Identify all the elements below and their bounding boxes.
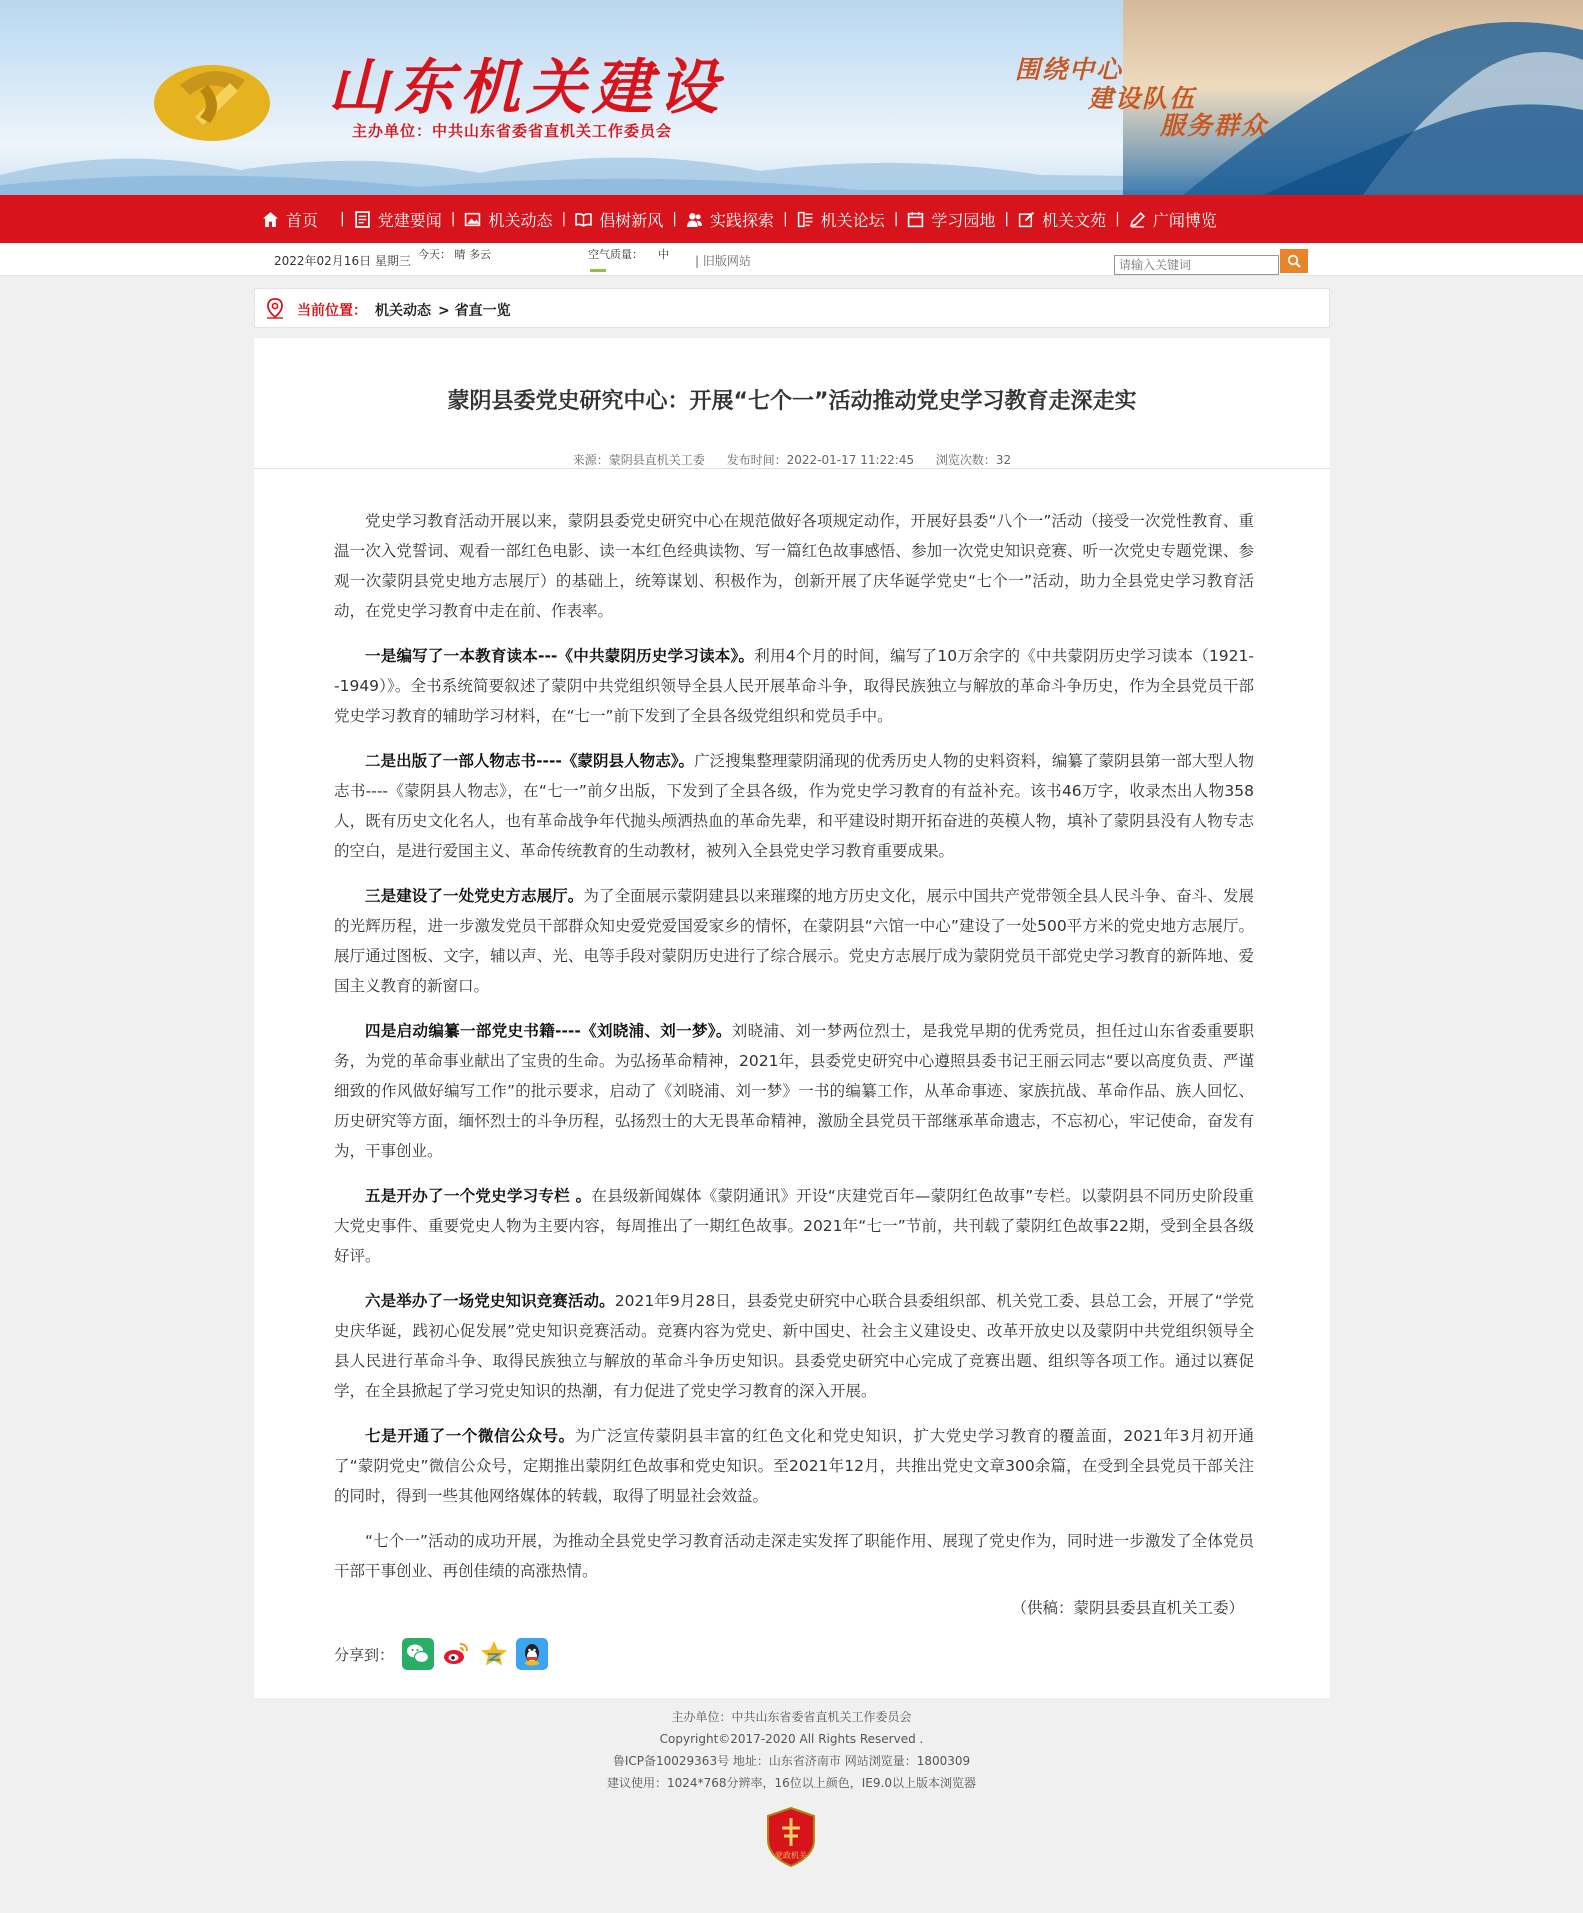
old-site-label: 旧版网站 [702, 254, 751, 268]
pen-icon [1129, 211, 1146, 228]
paragraph-lead: 二是出版了一部人物志书----《蒙阴县人物志》。 [365, 752, 695, 770]
article-paragraph: 二是出版了一部人物志书----《蒙阴县人物志》。广泛搜集整理蒙阴涌现的优秀历史人物的史料资料，编纂了蒙阴县第一部大型人物志书----《蒙阴县人物志》，在“七一”前夕出版，下发到了全县各级，作为党史学习教育的有益补充。该书46万字，收录杰出人物358人，既有历史文化名人，也有革命战争年代抛头颅洒热血的革命先辈，和平建设时期开拓奋进的英模人物，填补了蒙阴县没有人物专志的空白，是进行爱国主义、革命传统教育的生动教材，被列入全县党史学习教育重要成果。 [334, 752, 1254, 860]
svg-text:党政机关: 党政机关 [775, 1851, 807, 1860]
share-label: 分享到： [334, 1645, 395, 1664]
nav-item-label: 倡树新风 [599, 210, 664, 230]
nav-item-label: 首页 [286, 210, 319, 230]
article-paragraph: 四是启动编纂一部党史书籍----《刘晓浦、刘一梦》。刘晓浦、刘一梦两位烈士，是我党早期的优秀党员，担任过山东省委重要职务，为党的革命事业献出了宝贵的生命。为弘扬革命精神，2021年，县委党史研究中心遵照县委书记王丽云同志“要以高度负责、严谨细致的作风做好编写工作”的批示要求，启动了《刘晓浦、刘一梦》一书的编纂工作，从革命事迹、家族抗战、革命作品、族人回忆、历史研究等方面，缅怀烈士的斗争历程，弘扬烈士的大无畏革命精神，激励全县党员干部继承革命遗志，不忘初心，牢记使命，奋发有为，干事创业。 [334, 1022, 1255, 1160]
nav-item-label: 实践探索 [709, 210, 774, 230]
nav-item-broad-view[interactable] [1129, 195, 1217, 243]
weather-widget: 今天： 晴 多云 [418, 248, 491, 261]
breadcrumb-label: 当前位置： [297, 303, 367, 319]
breadcrumb [254, 288, 1330, 328]
nav-item-new-trends[interactable] [575, 195, 663, 243]
article-paragraph: 党史学习教育活动开展以来，蒙阴县委党史研究中心在规范做好各项规定动作，开展好县委“八个一”活动（接受一次党性教育、重温一次入党誓词、观看一部红色电影、读一本红色经典读物、写一篇红色故事感悟、参加一次党史知识竞赛、听一次党史专题党课、参观一次蒙阴县党史地方志展厅）的基础上，统筹谋划、积极作为，创新开展了庆华诞学党史“七个一”活动，助力全县党史学习教育活动，在党史学习教育中走在前、作表率。 [334, 512, 1254, 620]
nav-item-party-news[interactable] [354, 195, 442, 243]
forum-icon [797, 211, 814, 228]
paragraph-lead: 五是开办了一个党史学习专栏 。 [365, 1187, 592, 1205]
party-emblem [150, 55, 275, 145]
article-paragraph: 五是开办了一个党史学习专栏 。在县级新闻媒体《蒙阴通讯》开设“庆建党百年—蒙阴红色故事”专栏。以蒙阴县不同历史阶段重大党史事件、重要党史人物为主要内容，每周推出了一期红色故事。2021年“七一”节前，共刊载了蒙阴红色故事22期，受到全县各级好评。 [334, 1187, 1254, 1265]
paragraph-lead: 一是编写了一本教育读本---《中共蒙阴历史学习读本》。 [365, 647, 755, 665]
article-source: 来源：蒙阴县直机关工委 [572, 453, 705, 467]
breadcrumb-current[interactable]: > 省直一览 [438, 303, 511, 319]
paragraph-lead: 三是建设了一处党史方志展厅。 [365, 887, 584, 905]
nav-item-label: 机关文苑 [1042, 210, 1107, 230]
nav-separator: | [340, 211, 345, 227]
paragraph-lead: 七是开通了一个微信公众号。 [365, 1427, 575, 1445]
wechat-share-icon[interactable] [402, 1638, 434, 1670]
slogan-line-2: 建设队伍 [1088, 84, 1197, 113]
nav-separator: | [782, 211, 788, 227]
nav-separator: | [561, 211, 567, 227]
nav-item-label: 机关论坛 [820, 210, 885, 230]
old-site-link[interactable]: | 旧版网站 [695, 254, 751, 268]
footer [0, 1706, 1583, 1794]
weibo-share-icon[interactable] [440, 1638, 472, 1670]
government-agency-badge[interactable] [764, 1806, 818, 1868]
article-title: 蒙阴县委党史研究中心：开展“七个一”活动推动党史学习教育走深走实 [447, 389, 1137, 414]
nav-separator: | [1115, 211, 1120, 227]
article-paragraph: 一是编写了一本教育读本---《中共蒙阴历史学习读本》。利用4个月的时间，编写了10万余字的《中共蒙阴历史学习读本（1921--1949）》。全书系统简要叙述了蒙阴中共党组织领导全县人民开展革命斗争，取得民族独立与解放的革命斗争历史，作为全县党员干部党史学习教育的辅助学习材料，在“七一”前下发到了全县各级党组织和党员手中。 [334, 647, 1254, 725]
nav-separator: | [450, 211, 456, 227]
footer-copyright: Copyright©2017-2020 All Rights Reserved . [659, 1732, 924, 1746]
edit-icon [1018, 211, 1035, 228]
current-date: 2022年02月16日 星期三 [274, 254, 411, 268]
qzone-share-icon[interactable] [478, 1638, 510, 1670]
article-views: 浏览次数：32 [935, 453, 1012, 467]
air-quality-label: 空气质量： [588, 248, 643, 261]
nav-item-label: 学习园地 [931, 210, 996, 230]
nav-item-agency-news[interactable] [464, 195, 552, 243]
nav-item-label: 机关动态 [488, 210, 553, 230]
share-bar [334, 1638, 554, 1670]
search-button[interactable] [1280, 249, 1308, 273]
host-organization: 主办单位：中共山东省委省直机关工作委员会 [352, 122, 673, 140]
picture-icon [464, 211, 481, 228]
calendar-icon [907, 211, 924, 228]
paragraph-lead: 四是启动编纂一部党史书籍----《刘晓浦、刘一梦》。 [365, 1022, 732, 1040]
breadcrumb-link-agency-news[interactable]: 机关动态 [375, 303, 431, 319]
qq-share-icon[interactable] [516, 1638, 548, 1670]
article-paragraph: 六是举办了一场党史知识竞赛活动。2021年9月28日，县委党史研究中心联合县委组织部、机关党工委、县总工会，开展了“学党史庆华诞，践初心促发展”党史知识竞赛活动。竞赛内容为党史、新中国史、社会主义建设史、改革开放史以及蒙阴中共党组织领导全县人民进行革命斗争、取得民族独立与解放的革命斗争历史知识。县委党史研究中心完成了竞赛出题、组织等各项工作。通过以赛促学，在全县掀起了学习党史知识的热潮，有力促进了党史学习教育的深入开展。 [334, 1292, 1254, 1400]
location-pin-icon [265, 298, 285, 320]
air-quality-bar [590, 269, 606, 272]
air-quality-value: 中 [658, 248, 669, 261]
nav-separator: | [672, 211, 677, 227]
main-nav [0, 195, 1583, 243]
nav-item-forum[interactable] [797, 195, 885, 243]
footer-browser-note: 建议使用：1024*768分辨率，16位以上颜色，IE9.0以上版本浏览器 [607, 1776, 976, 1790]
article-container [254, 338, 1330, 1698]
info-strip [0, 243, 1583, 276]
home-icon [262, 211, 279, 228]
paragraph-lead: 六是举办了一场党史知识竞赛活动。 [365, 1292, 615, 1310]
search-icon [1287, 254, 1301, 268]
nav-item-literature[interactable] [1018, 195, 1106, 243]
nav-item-label: 党建要闻 [377, 210, 442, 230]
article-paragraph: 七是开通了一个微信公众号。为广泛宣传蒙阴县丰富的红色文化和党史知识，扩大党史学习教育的覆盖面，2021年3月初开通了“蒙阴党史”微信公众号，定期推出蒙阴红色故事和党史知识。至2021年12月，共推出党史文章300余篇，在受到全县党员干部关注的同时，得到一些其他网络媒体的转载，取得了明显社会效益。 [334, 1427, 1254, 1505]
title-divider [254, 468, 1330, 469]
footer-icp: 鲁ICP备10029363号 地址：山东省济南市 网站浏览量：1800309 [612, 1754, 971, 1768]
footer-host: 主办单位：中共山东省委省直机关工作委员会 [671, 1710, 912, 1724]
document-icon [354, 211, 371, 228]
article-meta [254, 451, 1330, 468]
nav-separator: | [1004, 211, 1010, 227]
nav-item-study[interactable] [907, 195, 995, 243]
article-signature: （供稿：蒙阴县委县直机关工委） [1011, 1599, 1244, 1617]
site-banner [0, 0, 1583, 195]
slogan-line-1: 围绕中心 [1015, 55, 1124, 84]
article-paragraph: 三是建设了一处党史方志展厅。为了全面展示蒙阴建县以来璀璨的地方历史文化，展示中国共产党带领全县人民斗争、奋斗、发展的光辉历程，进一步激发党员干部群众知史爱党爱国爱家乡的情怀，在蒙阴县“六馆一中心”建设了一处500平方米的党史地方志展厅。展厅通过图板、文字，辅以声、光、电等手段对蒙阴历史进行了综合展示。党史方志展厅成为蒙阴党员干部党史学习教育的新阵地、爱国主义教育的新窗口。 [334, 887, 1254, 995]
nav-item-home[interactable] [262, 195, 318, 243]
nav-item-practice[interactable] [686, 195, 774, 243]
article-published: 发布时间：2022-01-17 11:22:45 [726, 453, 915, 467]
site-title: 山东机关建设 [328, 53, 724, 123]
article-paragraph: “七个一”活动的成功开展，为推动全县党史学习教育活动走深走实发挥了职能作用、展现了党史作为，同时进一步激发了全体党员干部干事创业、再创佳绩的高涨热情。 [334, 1532, 1254, 1580]
book-icon [575, 211, 592, 228]
nav-item-label: 广闻博览 [1152, 210, 1217, 230]
article-body [334, 506, 1254, 1601]
people-icon [686, 211, 703, 228]
slogan-line-3: 服务群众 [1160, 111, 1269, 140]
nav-separator: | [893, 211, 899, 227]
search-input[interactable] [1114, 255, 1279, 275]
